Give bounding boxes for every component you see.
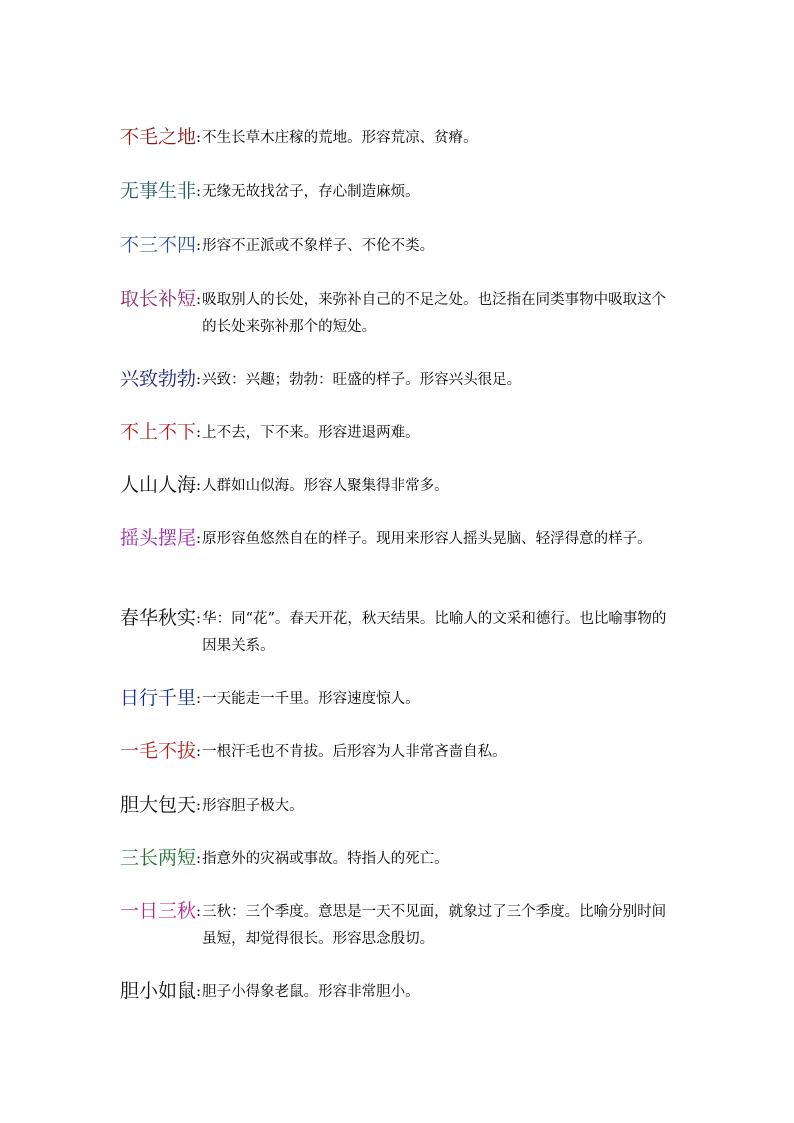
separator-colon: : (196, 476, 202, 494)
idiom-entry (120, 286, 680, 341)
idiom-definition: 不生长草木庄稼的荒地。形容荒凉、贫瘠。 (202, 130, 478, 146)
idiom-entry (120, 792, 680, 820)
idiom-term: 胆大包天 (120, 794, 197, 816)
idiom-entry (120, 178, 680, 206)
idiom-term: 胆小如鼠 (120, 980, 197, 1002)
idiom-definition: 胆子小得象老鼠。形容非常胆小。 (202, 984, 420, 1000)
separator-colon: : (196, 529, 202, 547)
idiom-term: 兴致勃勃 (120, 368, 197, 390)
idiom-term: 一日三秋 (120, 900, 197, 922)
idiom-term: 春华秋实 (120, 607, 197, 629)
idiom-entry (120, 366, 680, 394)
idiom-definition: 吸取别人的长处，来弥补自己的不足之处。也泛指在同类事物中吸取这个的长处来弥补那个的短处。 (202, 292, 667, 335)
idiom-entry (120, 525, 680, 553)
idiom-definition: 兴致：兴趣；勃勃：旺盛的样子。形容兴头很足。 (202, 372, 522, 388)
separator-colon: : (196, 689, 202, 707)
idiom-term: 一毛不拔 (120, 740, 197, 762)
idiom-definition: 原形容鱼悠然自在的样子。现用来形容人摇头晃脑、轻浮得意的样子。 (202, 531, 652, 547)
separator-colon: : (196, 902, 202, 920)
idiom-definition: 一根汗毛也不肯拔。后形容为人非常吝啬自私。 (202, 744, 507, 760)
separator-colon: : (196, 236, 202, 254)
separator-colon: : (196, 609, 202, 627)
idiom-entry (120, 419, 680, 447)
idiom-term: 摇头摆尾 (120, 527, 197, 549)
idiom-term: 不上不下 (120, 421, 197, 443)
idiom-term: 取长补短 (120, 288, 197, 310)
idiom-term: 不三不四 (120, 234, 197, 256)
idiom-definition: 华：同“花”。春天开花，秋天结果。比喻人的文采和德行。也比喻事物的因果关系。 (202, 611, 667, 654)
idiom-entry (120, 685, 680, 713)
separator-colon: : (196, 370, 202, 388)
separator-colon: : (196, 423, 202, 441)
idiom-term: 三长两短 (120, 847, 197, 869)
idiom-term: 无事生非 (120, 180, 197, 202)
idiom-entry (120, 472, 680, 500)
idiom-entry (120, 738, 680, 766)
separator-colon: : (196, 742, 202, 760)
idiom-entry (120, 845, 680, 873)
idiom-definition: 指意外的灾祸或事故。特指人的死亡。 (202, 851, 449, 867)
idiom-definition: 一天能走一千里。形容速度惊人。 (202, 691, 420, 707)
idiom-entry (120, 232, 680, 260)
idiom-definition: 人群如山似海。形容人聚集得非常多。 (202, 478, 449, 494)
idiom-definition: 上不去，下不来。形容进退两难。 (202, 425, 420, 441)
idiom-definition: 形容胆子极大。 (202, 798, 304, 814)
idiom-entry (120, 124, 680, 152)
idiom-entry (120, 605, 680, 660)
idiom-definition: 形容不正派或不象样子、不伦不类。 (202, 238, 435, 254)
idiom-definition: 无缘无故找岔子，存心制造麻烦。 (202, 184, 420, 200)
separator-colon: : (196, 290, 202, 308)
idiom-entry (120, 978, 680, 1006)
separator-colon: : (196, 982, 202, 1000)
separator-colon: : (196, 182, 202, 200)
idiom-entry (120, 898, 680, 953)
separator-colon: : (196, 796, 202, 814)
idiom-definition: 三秋：三个季度。意思是一天不见面，就象过了三个季度。比喻分别时间虽短，却觉得很长。形容思念殷切。 (202, 904, 667, 947)
idiom-term: 不毛之地 (120, 126, 197, 148)
separator-colon: : (196, 849, 202, 867)
separator-colon: : (196, 128, 202, 146)
idiom-term: 日行千里 (120, 687, 197, 709)
idiom-term: 人山人海 (120, 474, 197, 496)
